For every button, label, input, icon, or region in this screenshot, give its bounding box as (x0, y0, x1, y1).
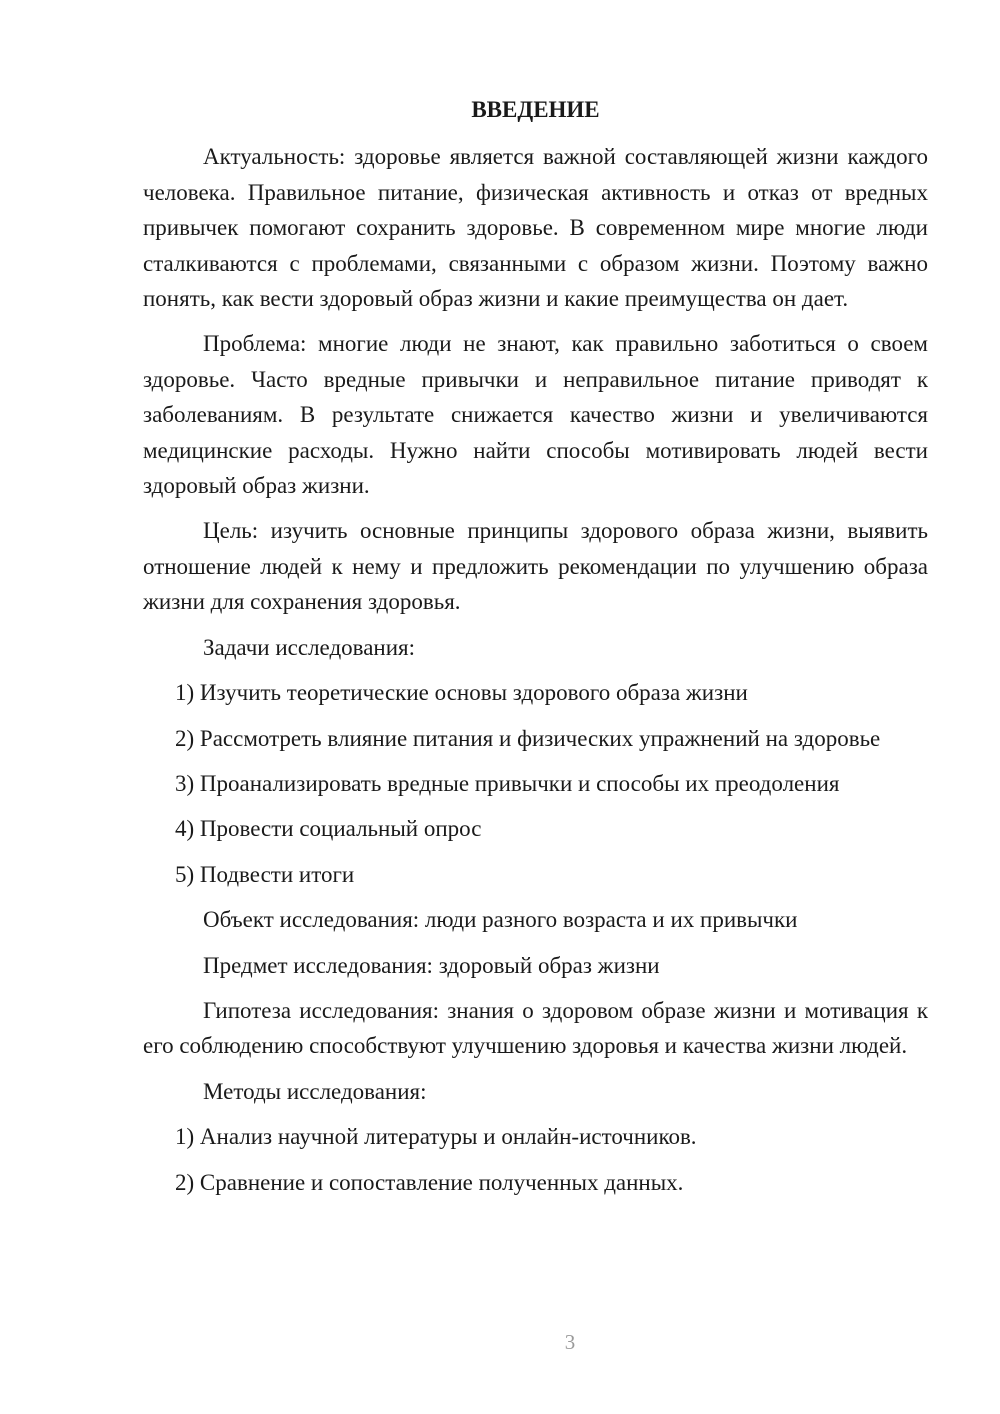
problem-paragraph: Проблема: многие люди не знают, как правильно заботиться о своем здоровье. Часто вредные привычки и неправильное питание приводят к заболеваниям. В результате снижается качество жизни и увеличиваются медицинские расходы. Нужно найти способы мотивировать людей вести здоровый образ жизни. (143, 331, 928, 499)
hypothesis-paragraph: Гипотеза исследования: знания о здоровом образе жизни и мотивация к его соблюдению способствуют улучшению здоровья и качества жизни людей. (143, 997, 928, 1059)
method-item-1: 1) Анализ научной литературы и онлайн-источников. (175, 1124, 697, 1150)
page-body (143, 92, 928, 1210)
page-number: 3 (564, 1330, 576, 1354)
task-item-1: 1) Изучить теоретические основы здорового образа жизни (175, 680, 748, 706)
object-line: Объект исследования: люди разного возраста и их привычки (203, 907, 798, 933)
subject-line: Предмет исследования: здоровый образ жизни (203, 952, 660, 978)
method-item-2: 2) Сравнение и сопоставление полученных данных. (175, 1169, 684, 1195)
tasks-heading: Задачи исследования: (203, 634, 416, 660)
task-item-4: 4) Провести социальный опрос (175, 816, 482, 842)
task-item-5: 5) Подвести итоги (175, 861, 355, 887)
methods-heading: Методы исследования: (203, 1078, 427, 1104)
task-item-3: 3) Проанализировать вредные привычки и способы их преодоления (175, 770, 840, 796)
relevance-paragraph: Актуальность: здоровье является важной составляющей жизни каждого человека. Правильное питание, физическая активность и отказ от вредных привычек помогают сохранить здоровье. В современном мире многие люди сталкиваются с проблемами, связанными с образом жизни. Поэтому важно понять, как вести здоровый образ жизни и какие преимущества он дает. (143, 144, 928, 312)
section-title: ВВЕДЕНИЕ (471, 97, 600, 122)
goal-paragraph: Цель: изучить основные принципы здорового образа жизни, выявить отношение людей к нему и предложить рекомендации по улучшению образа жизни для сохранения здоровья. (143, 518, 928, 615)
task-item-2: 2) Рассмотреть влияние питания и физических упражнений на здоровье (175, 725, 881, 751)
